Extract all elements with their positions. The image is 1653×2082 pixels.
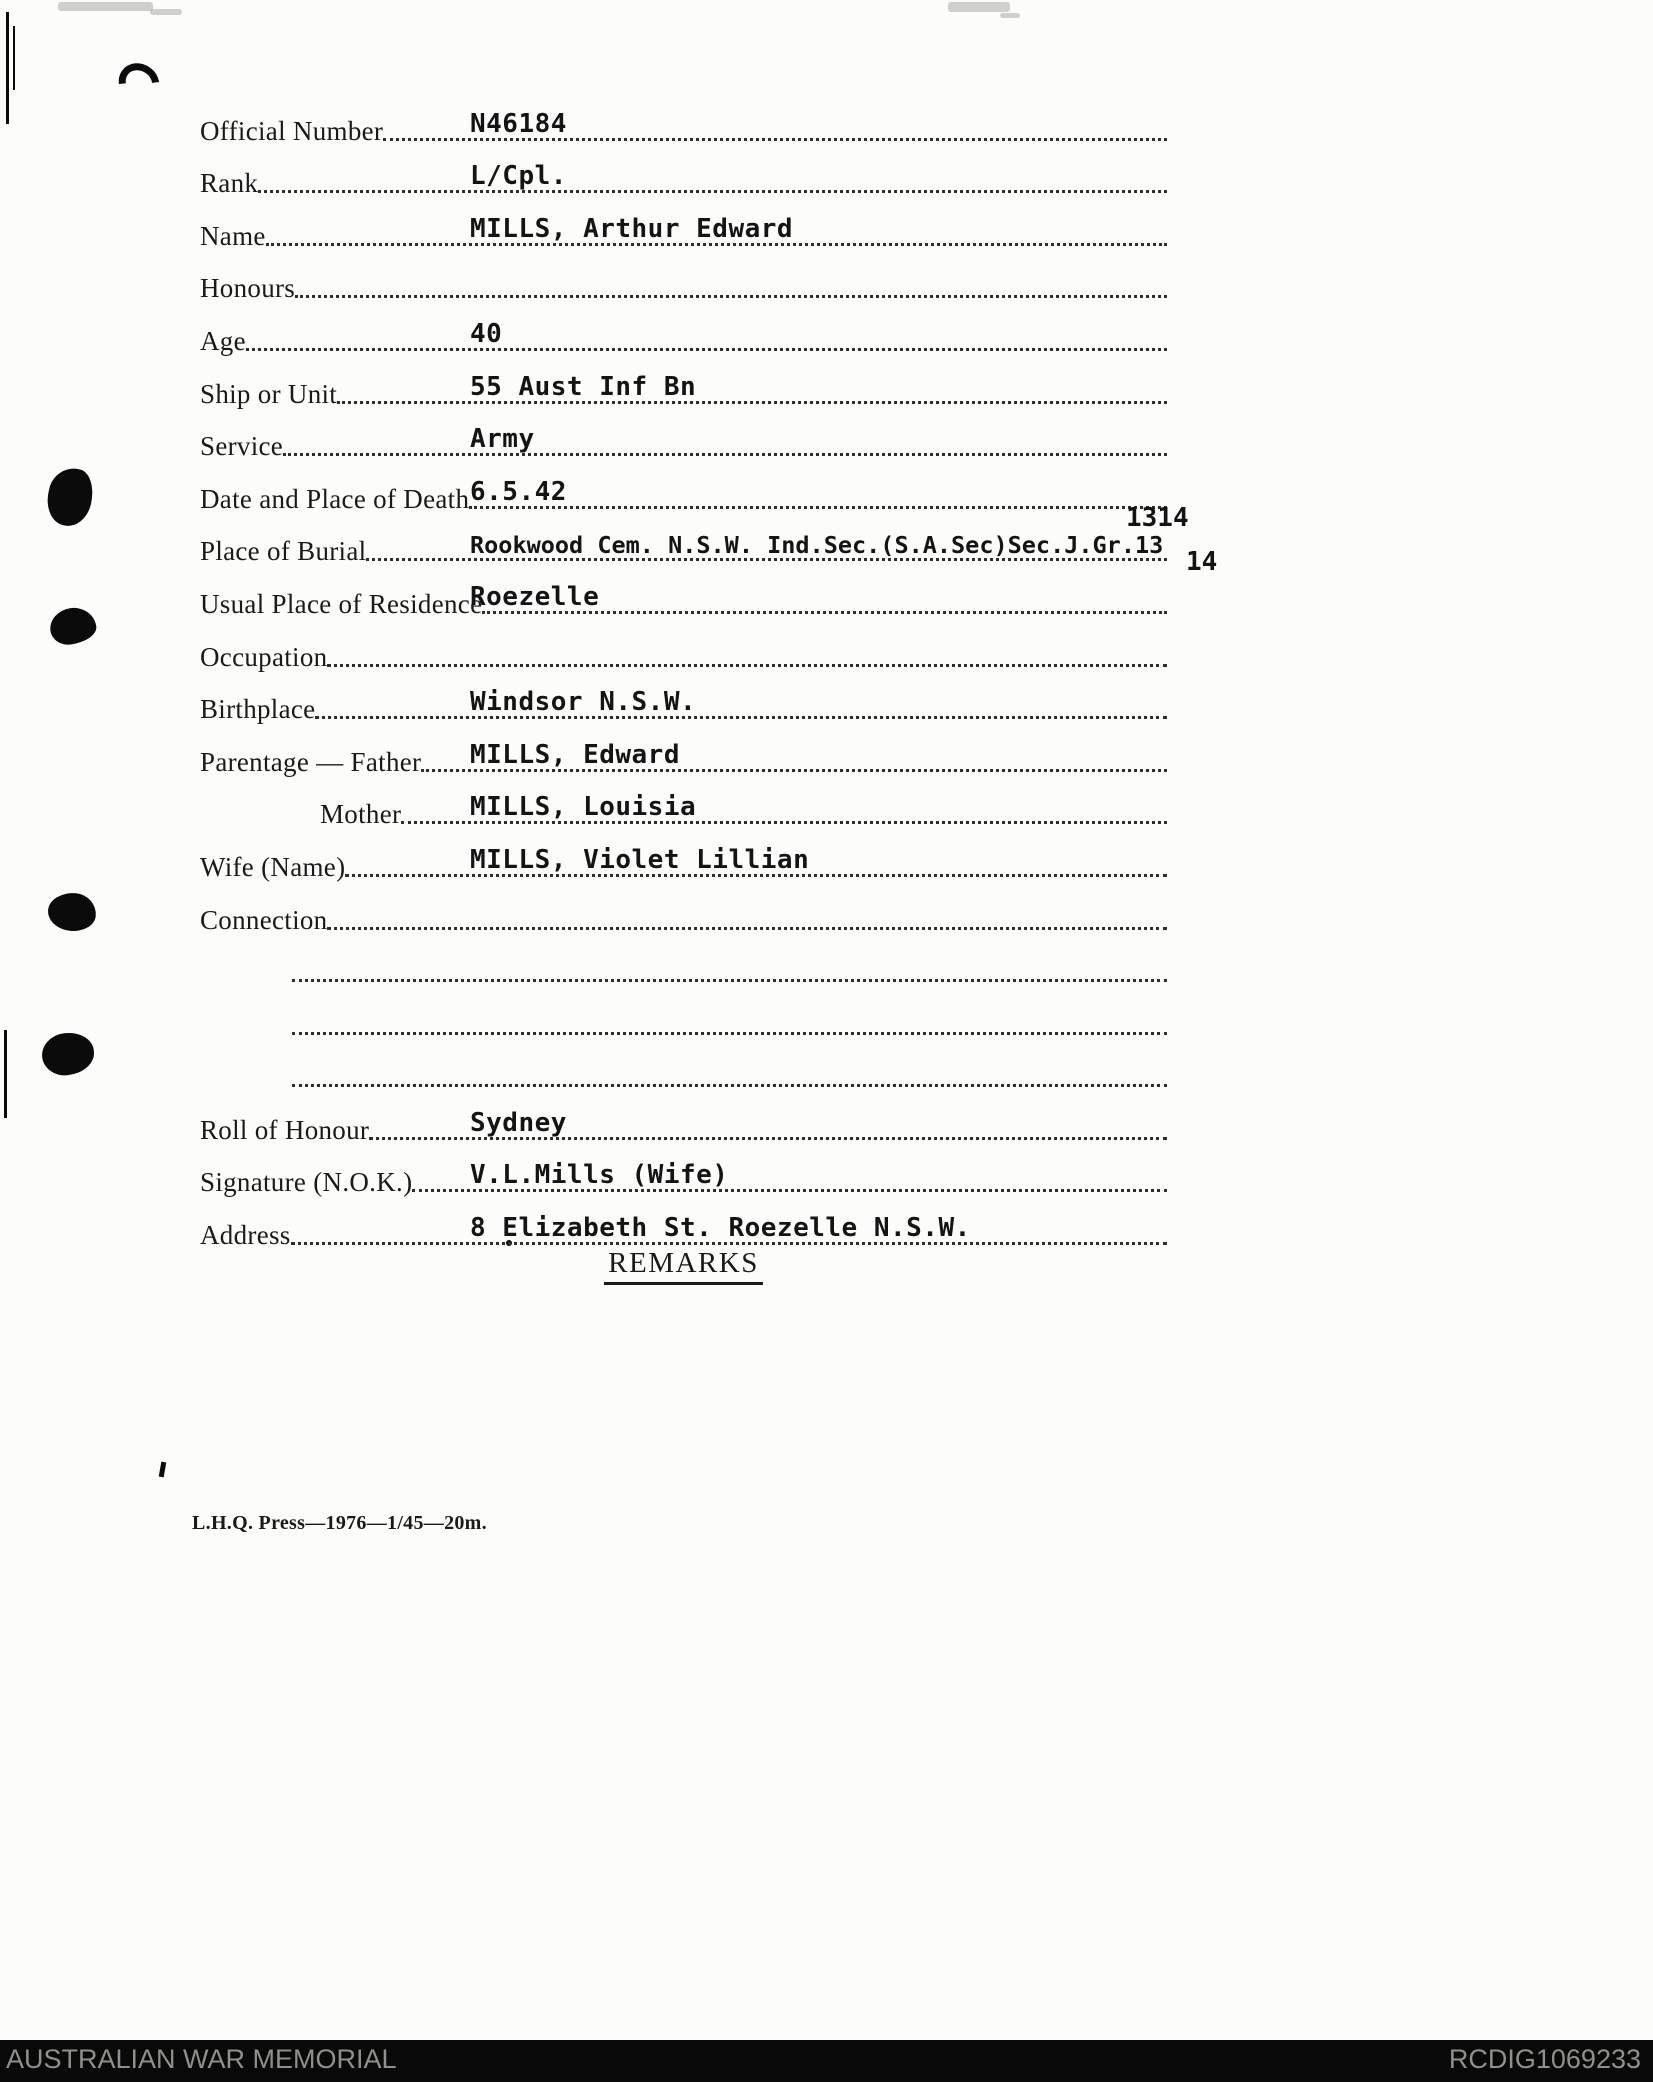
form-row-signature-nok [200,1148,1167,1201]
field-label: Age [200,325,246,356]
dotted-leader [258,190,1167,193]
page-edge-line [6,12,9,124]
field-value-mother: MILLS, Louisia [470,792,697,823]
field-value-age: 40 [470,318,503,349]
grave-number-annotation-top: 1314 [1126,503,1189,533]
ink-tick [159,1462,167,1478]
ink-blot [42,464,97,530]
dotted-leader [246,348,1167,351]
field-value-name: MILLS, Arthur Edward [470,213,794,244]
service-record-form [200,96,1167,1253]
field-label: Place of Burial [200,536,367,567]
field-value-birthplace: Windsor N.S.W. [470,687,697,718]
field-label: Mother [320,799,402,830]
dotted-leader [327,664,1167,667]
dotted-leader [292,1032,1167,1035]
form-row-blank-3 [200,1043,1167,1096]
field-label: Service [200,431,284,462]
field-value-wife: MILLS, Violet Lillian [470,844,810,875]
field-label: Address [200,1220,291,1251]
field-label: Wife (Name) [200,851,346,882]
field-label: Date and Place of Death [200,483,470,514]
field-label: Rank [200,168,259,199]
form-row-occupation [200,622,1167,675]
ink-curl-mark [111,55,167,111]
dotted-leader [283,453,1167,456]
form-row-wife [200,832,1167,885]
scan-smudge [948,2,1010,12]
scan-smudge [150,9,182,15]
scan-smudge [1000,13,1020,18]
field-label: Birthplace [200,694,316,725]
page-edge-line [4,1030,7,1118]
ink-blot [48,605,99,647]
form-row-blank-2 [200,990,1167,1043]
dotted-leader [292,979,1167,982]
dotted-leader [469,506,1167,509]
form-row-ship-or-unit [200,359,1167,412]
scan-smudge [58,2,153,11]
form-row-roll-of-honour [200,1095,1167,1148]
page-edge-line [13,26,15,90]
remarks-heading: REMARKS [604,1247,763,1285]
field-label: Official Number [200,115,384,146]
archive-reference-id: RCDIG1069233 [1448,2043,1641,2074]
form-row-mother [200,780,1167,833]
ink-blot [40,1030,96,1077]
form-row-age [200,306,1167,359]
form-row-date-place-of-death [200,464,1167,517]
form-row-service [200,412,1167,465]
field-value-official-number: N46184 [470,108,567,139]
field-label: Occupation [200,641,328,672]
dotted-leader [292,1084,1167,1087]
form-row-official-number [200,96,1167,149]
archive-footer-bar [0,2040,1653,2082]
form-row-rank [200,149,1167,202]
form-row-name [200,201,1167,254]
field-value-roll-of-honour: Sydney [470,1107,567,1138]
field-label: Ship or Unit [200,378,338,409]
field-value-rank: L/Cpl. [470,161,567,192]
field-value-usual-residence: Roezelle [470,581,600,612]
printers-code: L.H.Q. Press—1976—1/45—20m. [192,1512,487,1534]
field-value-date-place-of-death: 6.5.42 [470,476,567,507]
form-row-birthplace [200,675,1167,728]
dotted-leader [295,295,1167,298]
field-label: Parentage — Father [200,746,422,777]
grave-number-annotation-bottom: 14 [1186,547,1218,577]
dotted-leader [327,927,1167,930]
field-value-address: 8 Elizabeth St. Roezelle N.S.W. [470,1213,971,1244]
dotted-leader [337,401,1167,404]
field-value-service: Army [470,424,535,455]
form-row-usual-residence [200,569,1167,622]
dotted-leader [315,716,1167,719]
field-label: Signature (N.O.K.) [200,1167,413,1198]
form-row-father [200,727,1167,780]
remarks-section [200,1247,1167,1285]
form-row-connection [200,885,1167,938]
field-value-signature-nok: V.L.Mills (Wife) [470,1160,729,1191]
field-label: Honours [200,273,296,304]
field-value-father: MILLS, Edward [470,739,680,770]
form-row-place-of-burial [200,517,1167,570]
field-label: Usual Place of Residence [200,588,483,619]
field-value-place-of-burial: Rookwood Cem. N.S.W. Ind.Sec.(S.A.Sec)Sec.J.Gr.13 [470,531,1164,560]
field-label: Roll of Honour [200,1114,370,1145]
form-row-address [200,1200,1167,1253]
field-value-ship-or-unit: 55 Aust Inf Bn [470,371,697,402]
ink-blot [46,891,97,933]
form-row-honours [200,254,1167,307]
archive-source-label: AUSTRALIAN WAR MEMORIAL [6,2043,397,2074]
field-label: Name [200,220,266,251]
field-label: Connection [200,904,328,935]
form-row-blank-1 [200,938,1167,991]
